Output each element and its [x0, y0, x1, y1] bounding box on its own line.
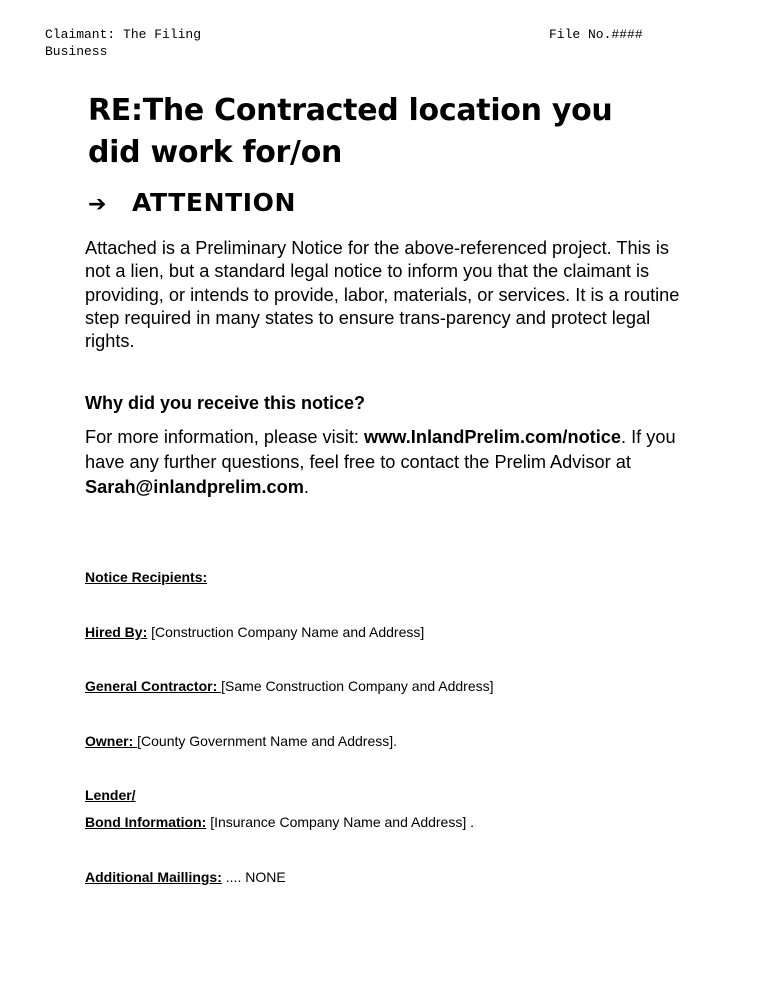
- advisor-email-link[interactable]: Sarah@inlandprelim.com: [85, 477, 304, 497]
- attention-label: ATTENTION: [132, 188, 297, 217]
- general-contractor-label: General Contractor:: [85, 678, 222, 694]
- more-info-end: .: [303, 477, 309, 497]
- notice-title: RE:The Contracted location you did work for/on: [88, 93, 613, 170]
- file-number: File No.####: [549, 27, 643, 42]
- general-contractor-field: [85, 677, 494, 695]
- notice-url-link[interactable]: www.InlandPrelim.com/notice: [363, 427, 622, 447]
- general-contractor-value: [Same Construction Company and Address]: [221, 678, 494, 694]
- recipients-heading: [85, 568, 207, 586]
- owner-field: [85, 732, 397, 750]
- bond-information-field: [85, 813, 474, 831]
- claimant-name: Claimant: The Filing Business: [45, 27, 202, 59]
- hired-by-label: Hired By:: [85, 624, 148, 640]
- more-info-paragraph: [85, 425, 685, 500]
- hired-by-field: [85, 623, 424, 641]
- right-arrow-icon: ➔: [88, 192, 108, 217]
- owner-value: [County Government Name and Address].: [137, 733, 398, 749]
- bond-information-label: Bond Information:: [85, 814, 207, 830]
- additional-mailings-field: [85, 868, 286, 886]
- hired-by-value: [Construction Company Name and Address]: [147, 624, 425, 640]
- additional-mailings-label: Additional Maillings:: [85, 869, 222, 885]
- additional-mailings-value: .... NONE: [221, 869, 286, 885]
- why-heading: Why did you receive this notice?: [85, 393, 366, 413]
- intro-paragraph: Attached is a Preliminary Notice for the above-referenced project. This is not a lien, but a standard legal notice to inform you that the claimant is providing, or intends to provide, labor, materials, or services. It is a routine step required in many states to ensure trans-parency and protect legal rights.: [85, 238, 680, 352]
- recipients-heading-label: Notice Recipients:: [85, 569, 208, 585]
- attention-heading: [88, 186, 296, 222]
- more-info-text: For more information, please visit:: [85, 427, 364, 447]
- lender-label: Lender/: [85, 787, 136, 803]
- owner-label: Owner:: [85, 733, 138, 749]
- bond-information-value: [Insurance Company Name and Address] .: [206, 814, 475, 830]
- more-info-contact-text: . If you have any further questions, feel free to contact the Prelim Advisor at: [85, 427, 676, 472]
- lender-field: [85, 786, 136, 804]
